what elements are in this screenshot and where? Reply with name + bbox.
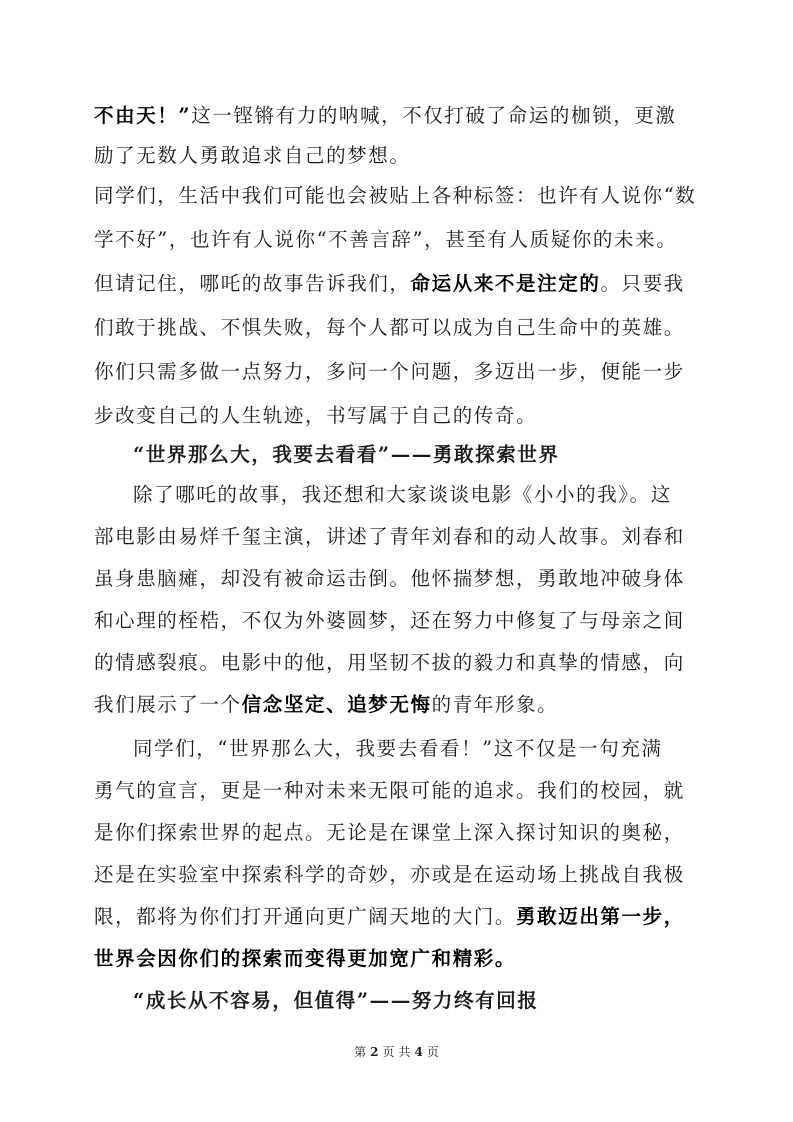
- text-line: 学不好”，也许有人说你“不善言辞”，甚至有人质疑你的未来。: [94, 228, 678, 251]
- text-line: 勇气的宣言，更是一种对未来无限可能的追求。我们的校园，就: [94, 779, 685, 802]
- text-line: 同学们，“世界那么大，我要去看看！”这不仅是一句充满: [133, 737, 663, 760]
- text-line: [94, 101, 704, 131]
- footer-total-word: 共: [398, 1045, 411, 1059]
- text-line: 除了哪吒的故事，我还想和大家谈谈电影《小小的我》。这: [133, 483, 672, 506]
- bold-phrase: 不由天！”: [94, 104, 192, 127]
- text-line: 们敢于挑战、不惧失败，每个人都可以成为自己生命中的英雄。: [94, 316, 685, 339]
- text-line: 的情感裂痕。电影中的他，用坚韧不拔的毅力和真挚的情感，向: [94, 651, 685, 674]
- text-run: 限，都将为你们打开通向更广阔天地的大门。: [94, 905, 517, 928]
- bold-phrase: 信念坚定、追梦无悔: [241, 693, 432, 716]
- text-line: 同学们，生活中我们可能也会被贴上各种标签：也许有人说你“数: [94, 184, 697, 207]
- bold-line: 世界会因你们的探索而变得更加宽广和精彩。: [94, 947, 517, 970]
- text-run: 。只要我: [600, 272, 685, 295]
- text-line: 和心理的桎梏，不仅为外婆圆梦，还在努力中修复了与母亲之间: [94, 609, 685, 632]
- text-line: 部电影由易烊千玺主演，讲述了青年刘春和的动人故事。刘春和: [94, 525, 685, 548]
- text-line: 步改变自己的人生轨迹，书写属于自己的传奇。: [94, 404, 538, 427]
- text-line: 是你们探索世界的起点。无论是在课堂上深入探讨知识的奥秘，: [94, 821, 685, 844]
- text-run: 这一铿锵有力的呐喊，不仅打破了命运的枷锁，更激: [191, 104, 677, 127]
- footer-prefix: 第: [354, 1045, 367, 1059]
- text-line: 虽身患脑瘫，却没有被命运击倒。他怀揣梦想，勇敢地冲破身体: [94, 567, 685, 590]
- footer-page-word: 页: [382, 1045, 395, 1059]
- text-line: 还是在实验室中探索科学的奇妙，亦或是在运动场上挑战自我极: [94, 863, 685, 886]
- text-line: [94, 690, 704, 720]
- bold-phrase: 勇敢迈出第一步，: [516, 905, 685, 928]
- section-heading: “世界那么大，我要去看看”——勇敢探索世界: [133, 443, 560, 466]
- text-line: 励了无数人勇敢追求自己的梦想。: [94, 144, 411, 167]
- text-line: [94, 902, 704, 932]
- page-footer: [0, 1044, 793, 1060]
- text-run: 我们展示了一个: [94, 693, 242, 716]
- current-page-number: 2: [370, 1045, 379, 1059]
- text-run: 但请记住，哪吒的故事告诉我们，: [94, 272, 411, 295]
- text-line: [94, 269, 704, 299]
- text-line: 你们只需多做一点努力，多问一个问题，多迈出一步，便能一步: [94, 360, 685, 383]
- footer-suffix: 页: [426, 1045, 439, 1059]
- total-page-number: 4: [414, 1045, 423, 1059]
- bold-phrase: 命运从来不是注定的: [410, 272, 601, 295]
- section-heading: “成长从不容易，但值得”——努力终有回报: [133, 989, 539, 1012]
- text-run: 的青年形象。: [431, 693, 559, 716]
